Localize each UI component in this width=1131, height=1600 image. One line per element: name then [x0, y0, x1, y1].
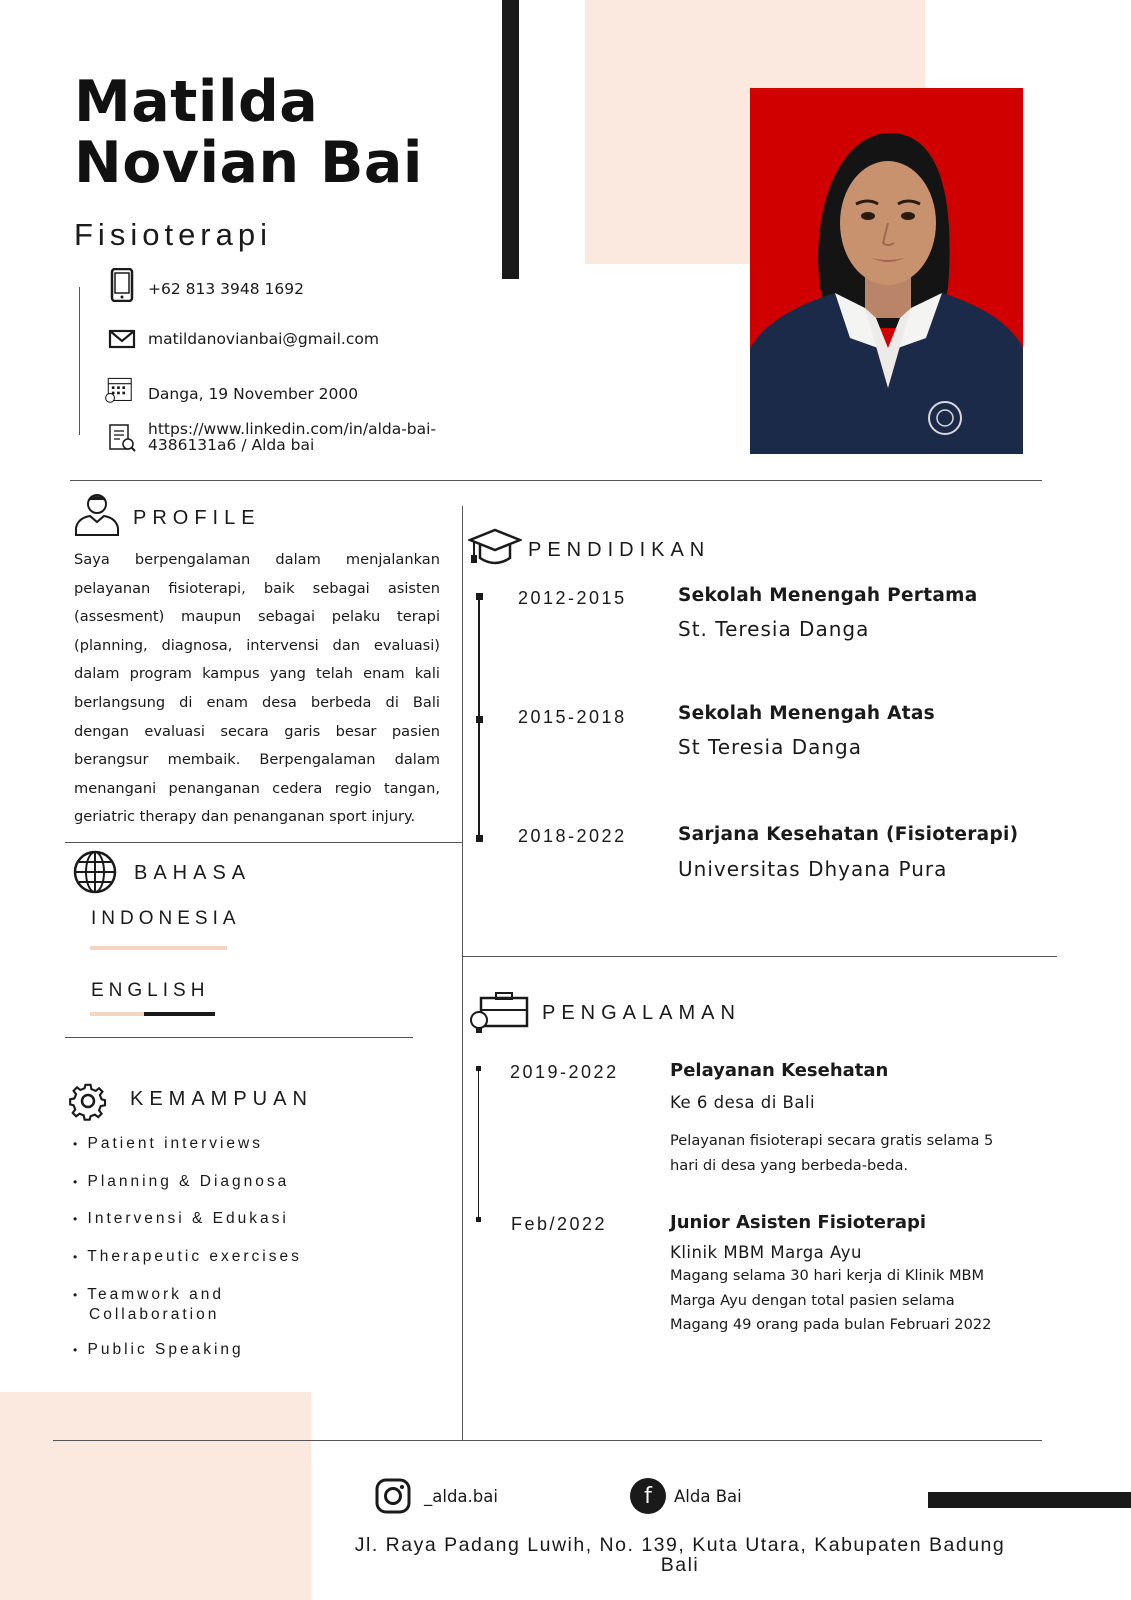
language-name-english: ENGLISH [91, 980, 210, 1001]
document-link-icon [107, 421, 137, 455]
profile-summary: Saya berpengalaman dalam menjalankan pelayanan fisioterapi, baik sebagai asisten (assesment) maupun sebagai pelaku terapi (planning, diagnosa, intervensi dan evaluasi) dalam program kampus yang telah enam kali berlangsung di enam desa berbeda di Bali dengan evaluasi secara garis besar pasien berangsur membaik. Berpengalaman dalam menangani penanganan cedera regio tangan, geriatric therapy dan penanganan sport injury. [74, 551, 440, 826]
decor-black-bar-horizontal [928, 1492, 1131, 1508]
skill-item: • Therapeutic exercises [73, 1248, 302, 1265]
contact-divider [79, 287, 80, 435]
globe-icon [73, 850, 117, 899]
experience-years: Feb/2022 [511, 1214, 608, 1234]
facebook-icon[interactable]: f [630, 1478, 666, 1514]
decor-black-bar-vertical [502, 0, 519, 279]
education-place: St Teresia Danga [678, 735, 862, 759]
skill-bullet: • [73, 1288, 81, 1302]
timeline-dot [476, 835, 483, 842]
language-bar-english [90, 1012, 215, 1016]
column-divider [462, 506, 463, 1440]
profile-divider [65, 842, 462, 843]
bahasa-divider [65, 1037, 413, 1038]
birth-place-date: Danga, 19 November 2000 [148, 385, 359, 403]
linkedin-link[interactable] [148, 421, 436, 453]
pengalaman-heading: PENGALAMAN [542, 1002, 741, 1024]
timeline-dot [476, 1217, 481, 1222]
skill-bullet: • [73, 1343, 81, 1357]
timeline-dot [476, 593, 483, 600]
skill-bullet: • [73, 1212, 81, 1226]
pendidikan-heading: PENDIDIKAN [528, 539, 711, 561]
education-school: Sekolah Menengah Pertama [678, 585, 978, 606]
language-name-indonesia: INDONESIA [91, 908, 241, 929]
email-address: matildanovianbai@gmail.com [148, 330, 379, 348]
linkedin-line-1[interactable]: https://www.linkedin.com/in/alda-bai- [148, 420, 437, 438]
kemampuan-heading: KEMAMPUAN [130, 1088, 313, 1110]
experience-role: Junior Asisten Fisioterapi [670, 1212, 927, 1233]
skill-bullet: • [73, 1137, 81, 1151]
decor-peach-block-bottom [0, 1392, 311, 1600]
education-years: 2015-2018 [518, 707, 627, 727]
education-years: 2012-2015 [518, 588, 627, 608]
skill-item: • Intervensi & Edukasi [73, 1210, 289, 1227]
skill-item: • Planning & Diagnosa [73, 1173, 290, 1190]
experience-place: Ke 6 desa di Bali [670, 1093, 816, 1112]
skill-bullet: • [73, 1175, 81, 1189]
education-school: Sekolah Menengah Atas [678, 703, 935, 724]
experience-description: Magang selama 30 hari kerja di Klinik MBM Marga Ayu dengan total pasien selama Magang 49 orang pada bulan Februari 2022 [670, 1267, 992, 1333]
experience-role: Pelayanan Kesehatan [670, 1060, 889, 1081]
education-place: Universitas Dhyana Pura [678, 857, 948, 881]
person-icon [74, 492, 120, 541]
experience-description: Pelayanan fisioterapi secara gratis selama 5 hari di desa yang berbeda-beda. [670, 1132, 994, 1174]
pendidikan-divider [462, 956, 1057, 957]
education-place: St. Teresia Danga [678, 617, 870, 641]
footer-divider [53, 1440, 1042, 1441]
language-bar-indonesia [90, 946, 227, 950]
phone-number: +62 813 3948 1692 [148, 280, 304, 298]
experience-place: Klinik MBM Marga Ayu [670, 1243, 862, 1262]
timeline-dot [476, 716, 483, 723]
home-address: Jl. Raya Padang Luwih, No. 139, Kuta Utara, Kabupaten Badung Bali [354, 1534, 1006, 1576]
mail-icon [107, 322, 137, 356]
facebook-name[interactable]: Alda Bai [674, 1487, 742, 1506]
briefcase-icon [469, 992, 529, 1039]
bahasa-heading: BAHASA [134, 862, 252, 884]
timeline-dot [476, 1066, 481, 1071]
education-school: Sarjana Kesehatan (Fisioterapi) [678, 824, 1019, 845]
name-line-1: Matilda [74, 69, 319, 135]
profile-photo [750, 88, 1023, 454]
instagram-handle[interactable]: _alda.bai [424, 1487, 498, 1506]
calendar-icon [103, 372, 133, 406]
graduation-cap-icon [468, 528, 522, 573]
skill-item: • Patient interviews [73, 1135, 263, 1152]
language-bar-english-fill [144, 1012, 215, 1016]
skill-bullet: • [73, 1250, 81, 1264]
experience-timeline-line [478, 1068, 479, 1220]
phone-icon [107, 268, 137, 302]
profile-heading: PROFILE [133, 507, 261, 529]
profile-photo-illustration [750, 88, 1023, 454]
education-years: 2018-2022 [518, 826, 627, 846]
gear-icon [67, 1080, 109, 1127]
full-name [74, 69, 423, 196]
header-divider [70, 480, 1042, 481]
job-title: Fisioterapi [74, 217, 272, 252]
name-line-2: Novian Bai [74, 130, 423, 196]
experience-years: 2019-2022 [510, 1062, 619, 1082]
instagram-icon[interactable] [375, 1478, 411, 1519]
linkedin-line-2[interactable]: 4386131a6 / Alda bai [148, 436, 315, 454]
skill-item: • Public Speaking [73, 1341, 244, 1358]
skill-item: • Teamwork and Collaboration [73, 1286, 225, 1323]
